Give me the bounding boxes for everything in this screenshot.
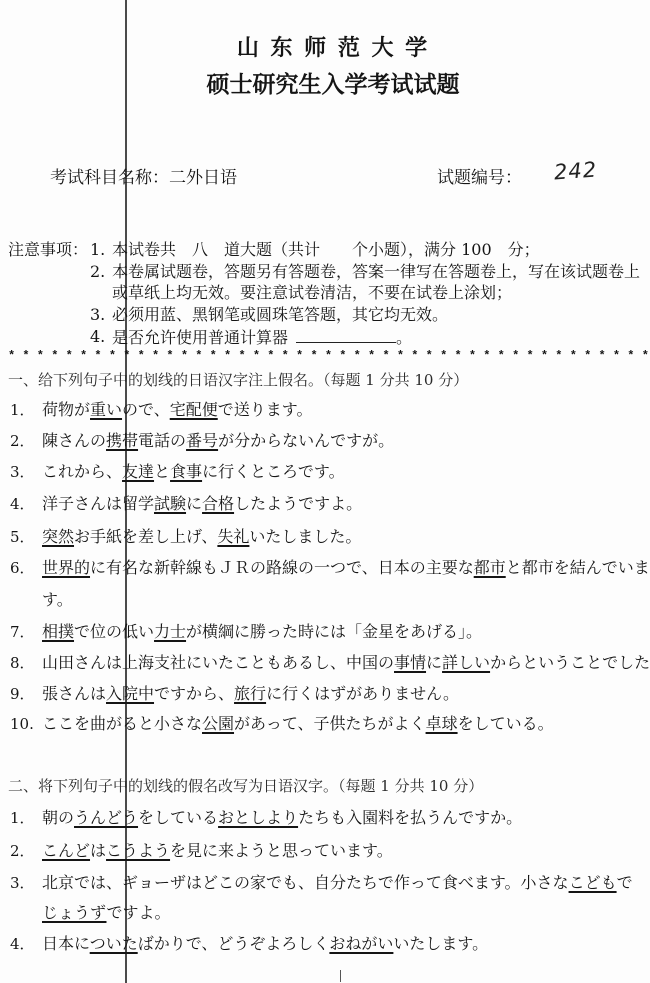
question-row <box>0 840 650 862</box>
question-row <box>0 526 650 548</box>
underlined-word: 相撲 <box>42 622 75 641</box>
question-number: 3． <box>10 463 35 481</box>
question-number: 2． <box>10 842 35 860</box>
question-row-continued <box>0 589 650 611</box>
question-number: 3． <box>10 874 35 892</box>
notes-item-text: 本试卷共 八 道大题（共计 个小题），满分 100 分； <box>112 240 540 259</box>
notes-item-text: 必须用蓝、黑钢笔或圆珠笔答题，其它均无效。 <box>112 305 449 324</box>
exam-subject <box>50 167 237 189</box>
sentence-text: は <box>90 841 107 860</box>
asterisk-separator: * * * * * * * * * * * * * * * * * * * * * * * * * * * * * * * * * * * * * * * * * * * * * <box>8 349 649 363</box>
sentence-text: す。 <box>42 590 73 609</box>
sentence-text: ので、 <box>122 400 170 419</box>
question-number: 4． <box>10 495 35 513</box>
question-number: 1． <box>10 809 35 827</box>
underlined-word: 公園 <box>202 714 235 733</box>
underlined-word: ついた <box>89 934 138 953</box>
sentence-text: に行くはずがありません。 <box>266 684 460 703</box>
question-text <box>42 840 650 862</box>
sentence-text: ばかりで、どうぞよろしく <box>137 934 330 953</box>
underlined-word: 試験 <box>154 494 187 513</box>
question-text <box>42 713 650 735</box>
question-number: 7． <box>10 623 35 641</box>
question-number: 10. <box>10 715 34 733</box>
question-number: 9． <box>10 685 35 703</box>
question-row <box>0 933 650 955</box>
section-1-heading: 一、给下列句子中的划线的日语汉字注上假名。（每题 1 分共 10 分） <box>8 371 469 389</box>
notes-item-text <box>112 327 412 348</box>
exam-title: 硕士研究生入学考试试题 <box>206 71 460 98</box>
scan-fold-line <box>125 0 127 983</box>
question-number: 6． <box>10 559 35 577</box>
notes-item-text: 本卷属试题卷，答题另有答题卷，答案一律写在答题卷上，写在该试题卷上 <box>112 262 641 281</box>
sentence-text: からということでした <box>490 653 650 672</box>
underlined-word: 卓球 <box>425 714 458 733</box>
underlined-word: おとしより <box>218 808 299 827</box>
sentence-text: 北京では、ギョーザはどこの家でも、自分たちで作って食べます。小さな <box>42 873 569 892</box>
sentence-text: が横綱に勝った時には「金星をあげる」。 <box>186 622 483 641</box>
question-row <box>0 807 650 829</box>
sentence-text: があって、子供たちがよく <box>234 714 426 733</box>
sentence-text: に有名な新幹線もＪＲの路線の一つで、日本の主要な <box>90 558 474 577</box>
sentence-text: いたしました。 <box>249 527 362 546</box>
exam-subject-value: 二外日语 <box>169 168 237 188</box>
calculator-answer-blank <box>296 327 396 343</box>
exam-code-label: 试题编号： <box>437 168 522 188</box>
notes-item-number: 2. <box>90 262 106 281</box>
calculator-question-suffix: 。 <box>396 328 413 347</box>
underlined-word: うんどう <box>74 808 139 827</box>
question-number: 5． <box>10 528 35 546</box>
sentence-text: 朝の <box>42 808 75 827</box>
exam-code-value: 242 <box>553 157 598 185</box>
sentence-text: 山田さんは上海支社にいたこともあるし、中国の <box>42 653 395 672</box>
question-row <box>0 430 650 452</box>
question-row <box>0 461 650 483</box>
question-text <box>42 430 650 452</box>
sentence-text: を見に来ようと思っています。 <box>170 841 393 860</box>
sentence-text: 張さんは <box>42 684 107 703</box>
sentence-text: お手紙を差し上げ、 <box>74 527 218 546</box>
question-text <box>42 872 650 894</box>
question-text <box>42 933 650 955</box>
sentence-text: 陳さんの <box>42 431 107 450</box>
scan-mark <box>340 970 341 982</box>
question-row <box>0 713 650 735</box>
underlined-word: 旅行 <box>234 684 267 703</box>
question-row <box>0 557 650 579</box>
underlined-word: 失礼 <box>217 527 250 546</box>
sentence-text: が分からないんですが。 <box>218 431 395 450</box>
sentence-text: 洋子さんは留学 <box>42 494 155 513</box>
question-text <box>42 493 650 515</box>
underlined-word: 重い <box>90 400 123 419</box>
sentence-text: 電話の <box>138 431 187 450</box>
question-row <box>0 621 650 643</box>
question-text <box>42 589 650 611</box>
question-number: 1． <box>10 401 35 419</box>
underlined-word: こんど <box>42 841 91 860</box>
question-text <box>42 807 650 829</box>
question-number: 8． <box>10 654 35 672</box>
sentence-text: 荷物が <box>42 400 91 419</box>
sentence-text: に <box>426 653 443 672</box>
underlined-word: 番号 <box>186 431 219 450</box>
question-text <box>42 621 650 643</box>
underlined-word: 入院中 <box>106 684 155 703</box>
sentence-text: 日本に <box>42 934 90 953</box>
sentence-text: したようですよ。 <box>234 494 363 513</box>
sentence-text: ですよ。 <box>106 903 171 922</box>
sentence-text: をしている <box>138 808 219 827</box>
underlined-word: こうよう <box>106 841 171 860</box>
notes-item-number: 1. <box>90 240 106 259</box>
question-text <box>42 399 650 421</box>
sentence-text: で位の低い <box>74 622 155 641</box>
question-row <box>0 683 650 705</box>
underlined-word: 都市 <box>473 558 506 577</box>
calculator-question: 是否允许使用普通计算器 <box>112 328 289 347</box>
underlined-word: じょうず <box>42 903 107 922</box>
sentence-text: これから、 <box>42 462 123 481</box>
sentence-text: と <box>154 462 171 481</box>
underlined-word: 宅配便 <box>169 400 218 419</box>
sentence-text: で送ります。 <box>217 400 313 419</box>
question-text <box>42 652 650 674</box>
underlined-word: 突然 <box>42 527 75 546</box>
question-number: 2． <box>10 432 35 450</box>
underlined-word: 世界的 <box>42 558 91 577</box>
sentence-text: に行くところです。 <box>202 462 345 481</box>
underlined-word: 力士 <box>154 622 187 641</box>
sentence-text: に <box>186 494 203 513</box>
question-row <box>0 399 650 421</box>
question-text <box>42 683 650 705</box>
underlined-word: 合格 <box>202 494 235 513</box>
sentence-text: をしている。 <box>457 714 554 733</box>
sentence-text: と都市を結んでいま <box>505 558 650 577</box>
underlined-word: 食事 <box>170 462 203 481</box>
underlined-word: 詳しい <box>442 653 491 672</box>
question-text <box>42 526 650 548</box>
sentence-text: いたします。 <box>393 934 489 953</box>
question-row <box>0 652 650 674</box>
question-number: 4． <box>10 935 35 953</box>
exam-subject-label: 考试科目名称： <box>50 168 169 188</box>
notes-item-number: 4. <box>90 327 106 346</box>
question-row <box>0 872 650 894</box>
underlined-word: 携帯 <box>106 431 139 450</box>
sentence-text: ここを曲がると小さな <box>42 714 203 733</box>
question-row-continued <box>0 902 650 924</box>
sentence-text: たちも入園料を払うんですか。 <box>298 808 523 827</box>
question-text <box>42 902 650 924</box>
underlined-word: 友達 <box>122 462 155 481</box>
sentence-text: で <box>616 873 633 892</box>
underlined-word: 事情 <box>394 653 427 672</box>
notes-label: 注意事项： <box>8 240 89 259</box>
section-2-heading: 二、将下列句子中的划线的假名改写为日语汉字。（每题 1 分共 10 分） <box>8 777 484 795</box>
question-text <box>42 461 650 483</box>
underlined-word: こども <box>568 873 617 892</box>
sentence-text: ですから、 <box>154 684 235 703</box>
question-text <box>42 557 650 579</box>
university-name: 山 东 师 范 大 学 <box>236 35 430 61</box>
notes-item-number: 3. <box>90 305 106 324</box>
underlined-word: おねがい <box>329 934 394 953</box>
question-row <box>0 493 650 515</box>
notes-item-continuation: 或草纸上均无效。要注意试卷清洁，不要在试卷上涂划； <box>112 283 513 302</box>
